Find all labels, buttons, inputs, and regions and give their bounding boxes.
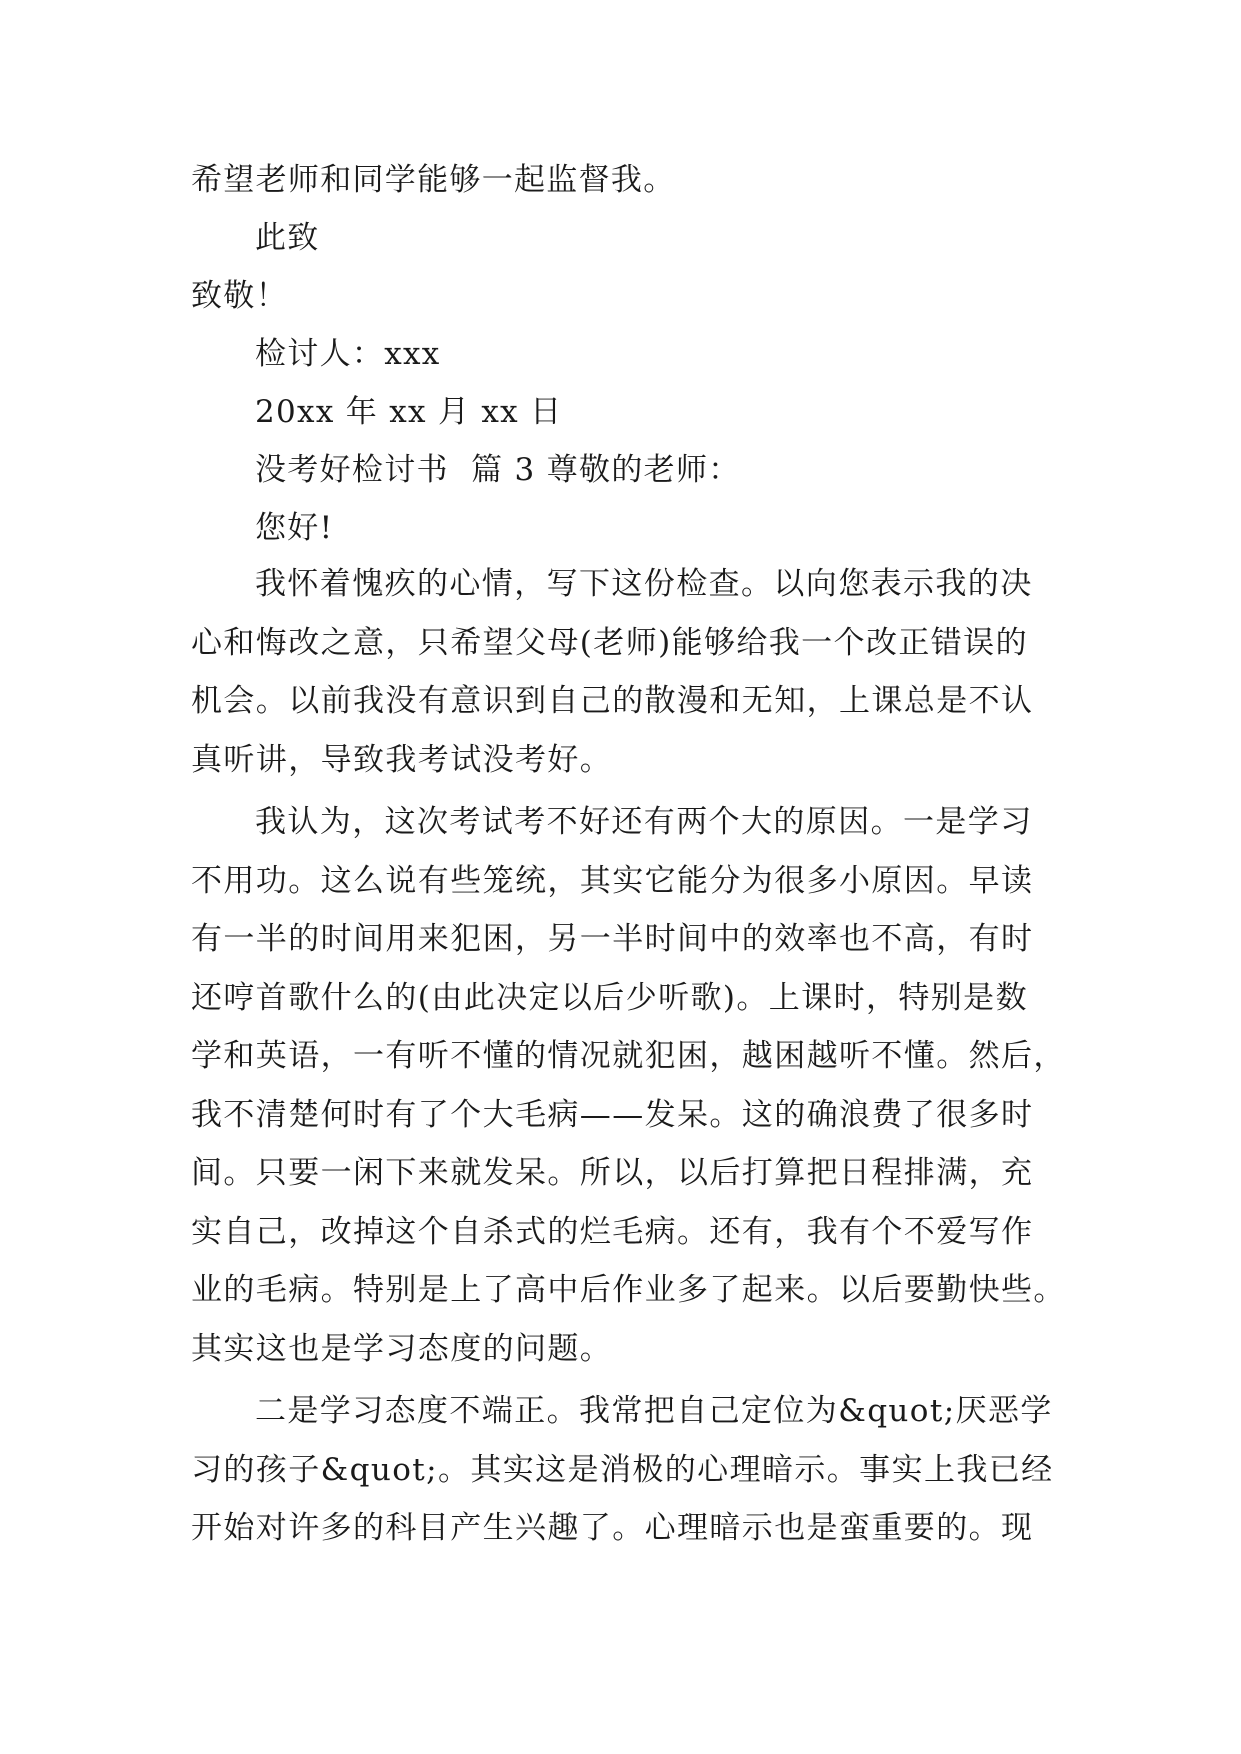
paragraph-line: 二是学习态度不端正。我常把自己定位为&quot;厌恶学 xyxy=(255,1393,1053,1429)
paragraph-3 xyxy=(191,1382,1054,1558)
paragraph-line: 业的毛病。特别是上了高中后作业多了起来。以后要勤快些。 xyxy=(191,1272,1066,1308)
paragraph-line: 开始对许多的科目产生兴趣了。心理暗示也是蛮重要的。现 xyxy=(191,1510,1034,1546)
paragraph-line: 有一半的时间用来犯困，另一半时间中的效率也不高，有时 xyxy=(191,921,1034,957)
paragraph-line: 心和悔改之意，只希望父母(老师)能够给我一个改正错误的 xyxy=(191,624,1028,661)
greeting: 您好! xyxy=(255,510,334,546)
paragraph-line: 我不清楚何时有了个大毛病——发呆。这的确浪费了很多时 xyxy=(191,1096,1034,1133)
paragraph-line: 我怀着愧疚的心情，写下这份检查。以向您表示我的决 xyxy=(255,566,1033,602)
closing-hope-line: 希望老师和同学能够一起监督我。 xyxy=(191,162,676,198)
paragraph-line: 真听讲，导致我考试没考好。 xyxy=(191,741,613,778)
paragraph-line: 不用功。这么说有些笼统，其实它能分为很多小原因。早读 xyxy=(191,862,1034,899)
author-signature: 检讨人：xxx xyxy=(255,336,441,372)
paragraph-line: 实自己，改掉这个自杀式的烂毛病。还有，我有个不爱写作 xyxy=(191,1213,1034,1250)
paragraph-line: 间。只要一闲下来就发呆。所以，以后打算把日程排满，充 xyxy=(191,1155,1034,1191)
date-line: 20xx 年 xx 月 xx 日 xyxy=(255,394,563,430)
paragraph-line: 习的孩子&quot;。其实这是消极的心理暗示。事实上我已经 xyxy=(191,1451,1054,1488)
closing-ci-zhi: 此致 xyxy=(255,220,320,256)
document-page xyxy=(191,160,1066,1562)
closing-jing-li: 致敬！ xyxy=(191,278,288,314)
paragraph-line: 机会。以前我没有意识到自己的散漫和无知，上课总是不认 xyxy=(191,683,1034,719)
paragraph-line: 其实这也是学习态度的问题。 xyxy=(191,1330,613,1367)
paragraph-line: 还哼首歌什么的(由此决定以后少听歌)。上课时，特别是数 xyxy=(191,979,1028,1016)
paragraph-1 xyxy=(191,555,1051,789)
paragraph-line: 我认为，这次考试考不好还有两个大的原因。一是学习 xyxy=(255,804,1033,840)
section-heading: 没考好检讨书 篇 3 尊敬的老师： xyxy=(255,452,741,488)
paragraph-2 xyxy=(191,793,1066,1378)
paragraph-line: 学和英语，一有听不懂的情况就犯困，越困越听不懂。然后， xyxy=(191,1038,1066,1074)
